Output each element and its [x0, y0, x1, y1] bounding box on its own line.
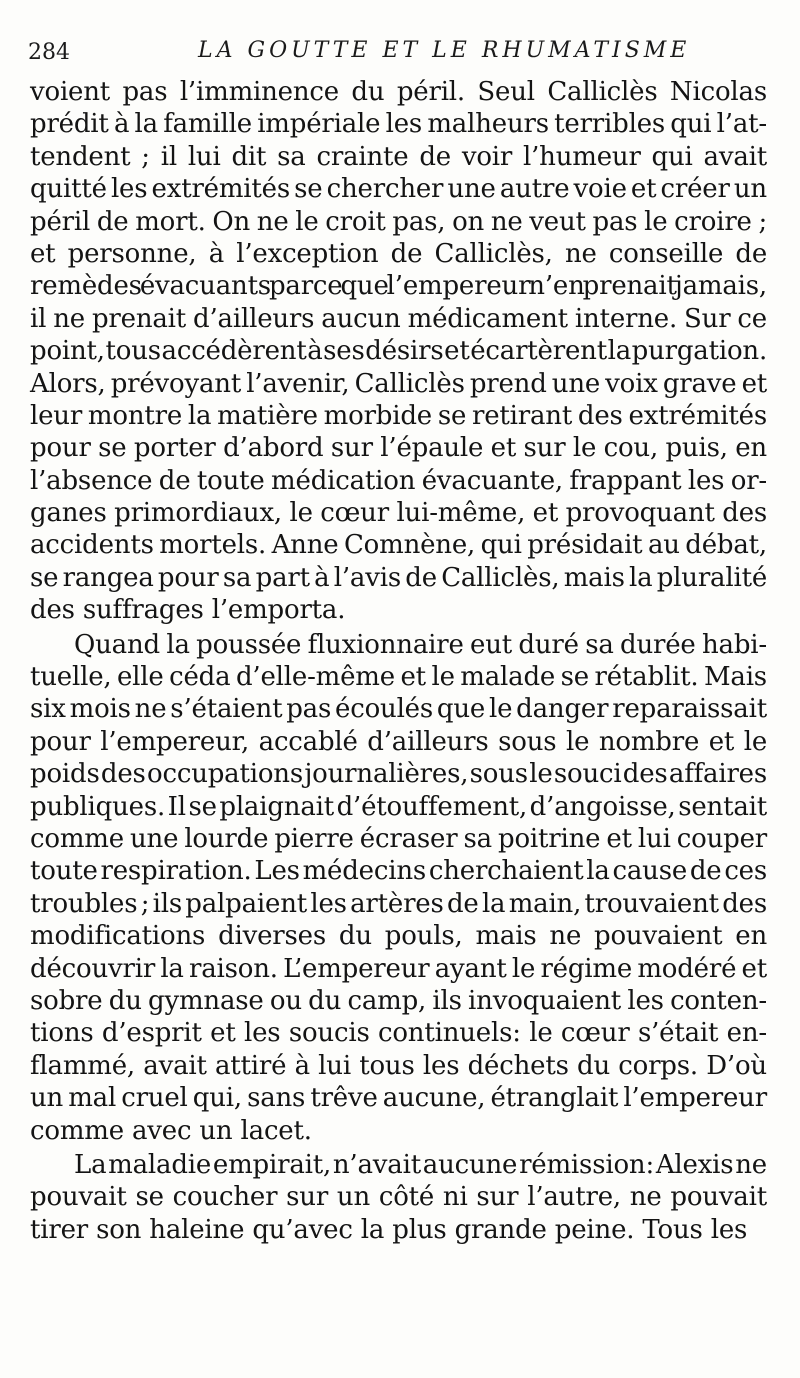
text-line: découvrir la raison. L’empereur ayant le régime modéré et — [30, 953, 767, 984]
text-line: comme avec un lacet. — [30, 1115, 312, 1146]
text-line: il ne prenait d’ailleurs aucun médicament interne. Sur ce — [30, 303, 767, 334]
text-line: un mal cruel qui, sans trêve aucune, étranglait l’empereur — [30, 1083, 767, 1114]
text-line: point, tous accédèrent à ses désirs et écartèrent la purgation. — [30, 336, 768, 367]
text-line: et personne, à l’exception de Calliclès, ne conseille de — [30, 238, 768, 269]
text-line: remèdes évacuants parce que l’empereur n’en prenait jamais, — [30, 271, 767, 302]
text-line: tions d’esprit et les soucis continuels: le cœur s’était en- — [30, 1018, 767, 1049]
text-line: six mois ne s’étaient pas écoulés que le danger reparaissait — [30, 694, 767, 725]
text-line: modifications diverses du pouls, mais ne pouvaient en — [30, 921, 767, 952]
text-line: pour l’empereur, accablé d’ailleurs sous le nombre et le — [30, 726, 768, 757]
text-line: poids des occupations journalières, sous le souci des affaires — [30, 759, 768, 790]
text-line: ganes primordiaux, le cœur lui-même, et provoquant des — [30, 498, 768, 529]
text-line: pouvait se coucher sur un côté ni sur l’autre, ne pouvait — [30, 1182, 767, 1213]
text-line: des suffrages l’emporta. — [30, 595, 346, 626]
text-line: troubles ; ils palpaient les artères de la main, trouvaient des — [30, 888, 767, 919]
body-text — [30, 76, 767, 1248]
text-line: l’absence de toute médication évacuante, frappant les or- — [30, 465, 768, 496]
text-line: tendent ; il lui dit sa crainte de voir l’humeur qui avait — [30, 141, 767, 172]
page-number: 284 — [28, 40, 70, 65]
running-title: LA GOUTTE ET LE RHUMATISME — [198, 38, 691, 63]
text-line: comme une lourde pierre écraser sa poitrine et lui couper — [30, 823, 767, 854]
text-line: Quand la poussée fluxionnaire eut duré sa durée habi- — [74, 629, 767, 660]
text-line: publiques. Il se plaignait d’étouffement, d’angoisse, sentait — [30, 791, 767, 822]
text-line: La maladie empirait, n’avait aucune rémission: Alexis ne — [74, 1149, 767, 1180]
text-line: se rangea pour sa part à l’avis de Calliclès, mais la pluralité — [30, 562, 768, 593]
text-line: accidents mortels. Anne Comnène, qui présidait au débat, — [30, 530, 767, 561]
paragraph — [30, 629, 767, 1147]
text-line: quitté les extrémités se chercher une autre voie et créer un — [30, 174, 767, 205]
paragraph — [30, 76, 767, 627]
text-line: leur montre la matière morbide se retirant des extrémités — [30, 400, 767, 431]
text-line: tuelle, elle céda d’elle-même et le malade se rétablit. Mais — [30, 662, 767, 693]
paragraph — [30, 1149, 767, 1246]
text-line: sobre du gymnase ou du camp, ils invoquaient les conten- — [30, 985, 768, 1016]
text-line: voient pas l’imminence du péril. Seul Calliclès Nicolas — [30, 77, 767, 107]
page-header — [28, 34, 768, 68]
text-line: pour se porter d’abord sur l’épaule et sur le cou, puis, en — [30, 433, 767, 464]
text-line: tirer son haleine qu’avec la plus grande peine. Tous les — [30, 1214, 748, 1245]
text-line: prédit à la famille impériale les malheurs terribles qui l’at- — [30, 109, 767, 140]
text-line: Alors, prévoyant l’avenir, Calliclès prend une voix grave et — [30, 368, 768, 399]
text-line: péril de mort. On ne le croit pas, on ne veut pas le croire ; — [30, 206, 768, 237]
text-line: flammé, avait attiré à lui tous les déchets du corps. D’où — [30, 1050, 767, 1081]
text-line: toute respiration. Les médecins cherchaient la cause de ces — [30, 856, 768, 887]
